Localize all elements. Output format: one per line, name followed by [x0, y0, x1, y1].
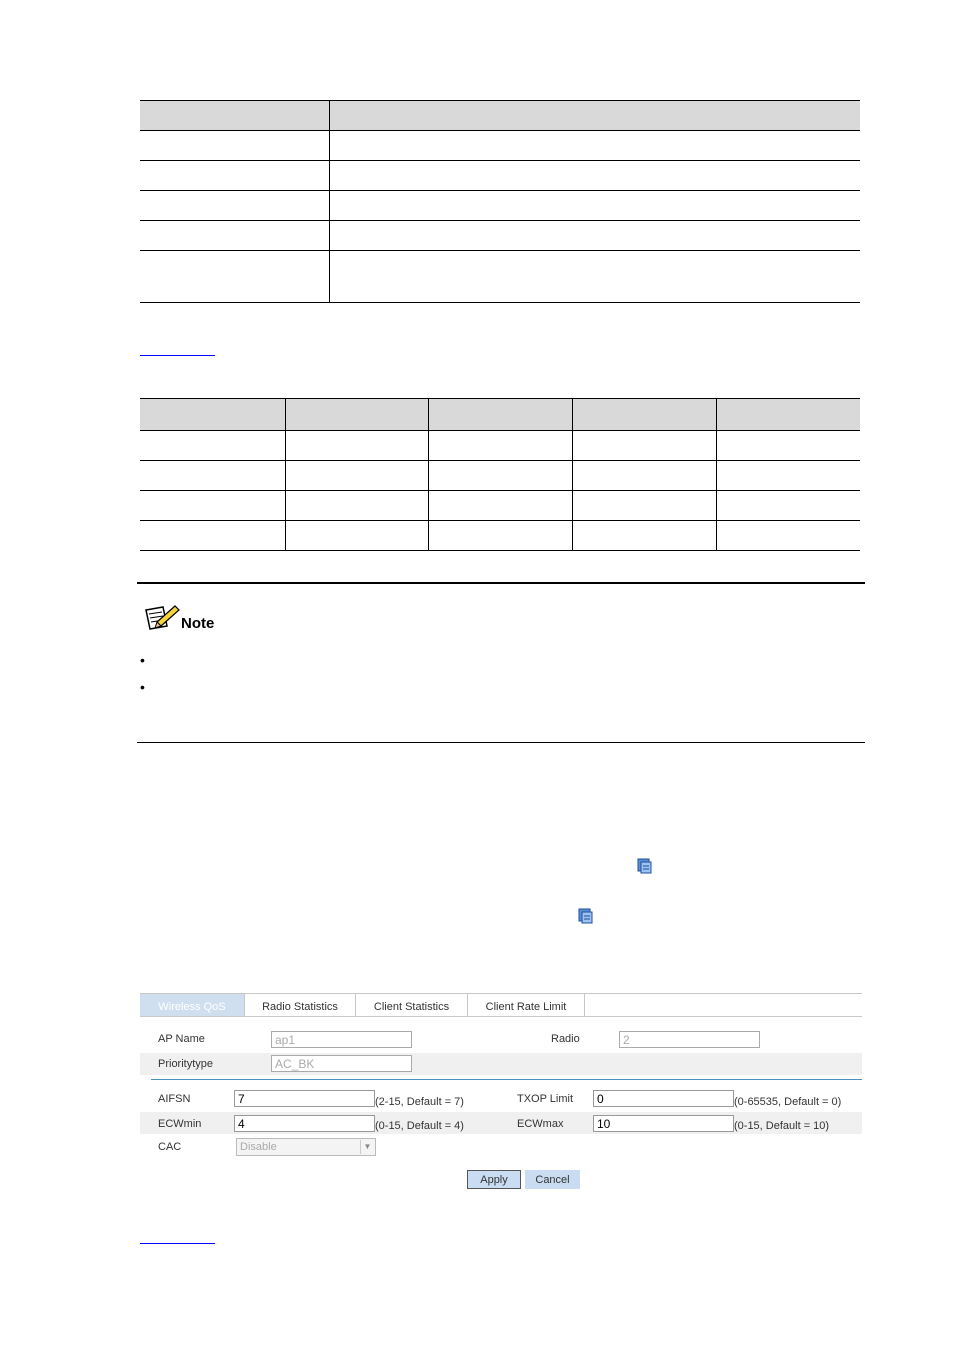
pencil-note-icon	[143, 602, 181, 632]
radio-field: 2	[619, 1031, 760, 1048]
aifsn-input[interactable]: 7	[234, 1090, 375, 1107]
parameter-table	[140, 100, 860, 303]
default-values-table	[140, 398, 860, 551]
txop-limit-hint: (0-65535, Default = 0)	[734, 1096, 842, 1108]
ecwmax-input[interactable]: 10	[593, 1115, 734, 1132]
table-row	[140, 461, 860, 491]
bullet-icon: •	[140, 652, 145, 668]
table-row	[140, 521, 860, 551]
ecwmin-label: ECWmin	[158, 1118, 202, 1130]
aifsn-hint: (2-15, Default = 7)	[375, 1096, 464, 1108]
table-header	[140, 100, 860, 131]
txop-limit-label: TXOP Limit	[517, 1093, 574, 1105]
tab-client-rate-limit[interactable]: Client Rate Limit	[468, 994, 585, 1016]
tab-wireless-qos[interactable]: Wireless QoS	[140, 994, 245, 1016]
table-row	[140, 131, 860, 161]
txop-limit-input[interactable]: 0	[593, 1090, 734, 1107]
radio-label: Radio	[551, 1033, 580, 1045]
aifsn-label: AIFSN	[158, 1093, 191, 1105]
ecwmin-hint: (0-15, Default = 4)	[375, 1120, 464, 1132]
table-row	[140, 221, 860, 251]
tab-radio-statistics[interactable]: Radio Statistics	[245, 994, 356, 1016]
bullet-icon: •	[140, 679, 145, 695]
chevron-down-icon: ▼	[360, 1140, 374, 1154]
cac-select-value: Disable	[240, 1141, 277, 1153]
cancel-button[interactable]: Cancel	[525, 1170, 580, 1189]
edit-config-icon	[576, 907, 594, 925]
table-row	[140, 491, 860, 521]
row-background	[140, 1053, 862, 1075]
ecwmin-input[interactable]: 4	[234, 1115, 375, 1132]
edit-config-icon	[635, 857, 653, 875]
ap-name-field: ap1	[271, 1031, 412, 1048]
note-box	[137, 582, 865, 743]
table-header	[140, 398, 860, 431]
apply-button[interactable]: Apply	[467, 1170, 521, 1189]
tab-bar	[140, 993, 862, 1017]
wireless-qos-panel	[140, 993, 862, 1191]
table-row	[140, 191, 860, 221]
tab-client-statistics[interactable]: Client Statistics	[356, 994, 468, 1016]
ecwmax-hint: (0-15, Default = 10)	[734, 1120, 830, 1132]
prioritytype-field: AC_BK	[271, 1055, 412, 1072]
cac-select	[236, 1138, 376, 1156]
table-row	[140, 431, 860, 461]
table-row	[140, 161, 860, 191]
note-title: Note	[181, 615, 215, 632]
ecwmax-label: ECWmax	[517, 1118, 564, 1130]
ap-name-label: AP Name	[158, 1033, 205, 1045]
cac-label: CAC	[158, 1141, 182, 1153]
section-divider	[151, 1079, 862, 1080]
figure-caption-link[interactable]	[140, 1243, 215, 1244]
prioritytype-label: Prioritytype	[158, 1058, 214, 1070]
table-row	[140, 251, 860, 303]
table-caption-link[interactable]	[140, 355, 215, 356]
